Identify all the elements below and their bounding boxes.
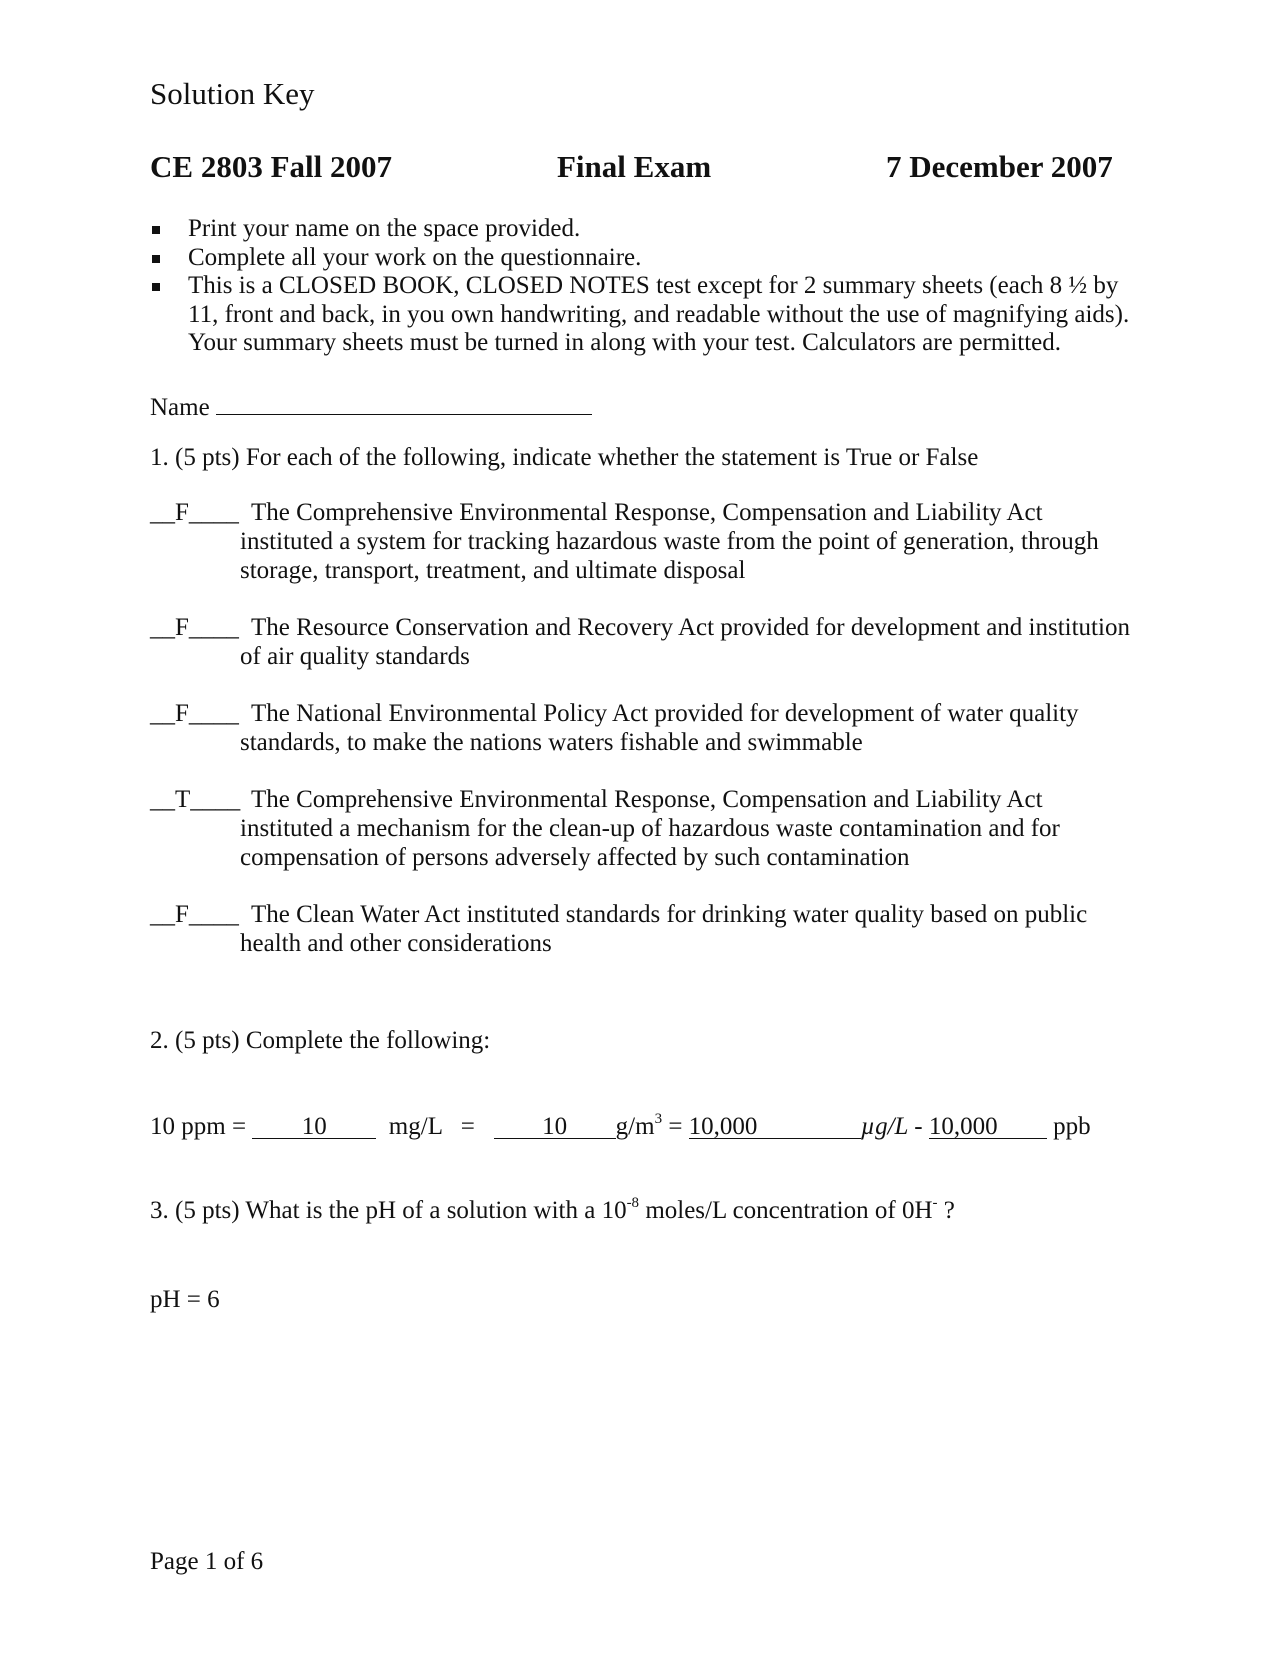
exam-title: Final Exam	[557, 149, 712, 184]
tf-answer: __F____	[150, 700, 239, 727]
tf-answer: __T____	[150, 786, 241, 813]
instructions-list	[150, 215, 1140, 358]
tf-item	[150, 785, 1130, 872]
mg-l-answer: 10	[252, 1116, 376, 1139]
tf-answer: __F____	[150, 901, 239, 928]
tf-statement: The National Environmental Policy Act provided for development of water quality standards, to make the nations waters fishable and swimmable	[240, 700, 1079, 756]
tf-statement: The Clean Water Act instituted standards for drinking water quality based on public health and other considerations	[240, 901, 1088, 957]
concentration-exponent: -8	[626, 1195, 640, 1211]
instruction-item: Print your name on the space provided.	[150, 215, 1140, 244]
tf-statement: The Comprehensive Environmental Response, Compensation and Liability Act instituted a mechanism for the clean-up of hazardous waste contamination and for compensation of persons adversely affected by such contamination	[240, 786, 1060, 871]
tf-answer: __F____	[150, 499, 239, 526]
exam-date: 7 December 2007	[886, 149, 1113, 184]
ppb-answer: 10,000	[929, 1116, 1047, 1139]
hydroxide-charge: -	[932, 1195, 938, 1211]
bullet-icon	[152, 255, 160, 263]
tf-statement: The Comprehensive Environmental Response, Compensation and Liability Act instituted a system for tracking hazardous waste from the point of generation, through storage, transport, treatment, and ultimate disposal	[240, 499, 1099, 584]
bullet-icon	[152, 283, 160, 291]
question-2-prompt: 2. (5 pts) Complete the following:	[150, 1027, 491, 1054]
g-m3-answer: 10	[494, 1116, 616, 1139]
name-field[interactable]	[216, 390, 592, 415]
ph-answer: pH = 6	[150, 1286, 220, 1313]
tf-item	[150, 498, 1130, 585]
question-3-prompt: 3. (5 pts) What is the pH of a solution with a $10^{-8}$ moles/L concentration of 0H- ?	[150, 1195, 955, 1224]
name-label: Name	[150, 394, 210, 421]
ppb-unit: ppb	[1053, 1113, 1091, 1140]
ug-l-answer: 10,000	[689, 1116, 861, 1139]
equals-sign: =	[460, 1113, 475, 1140]
tf-answer: __F____	[150, 614, 239, 641]
tf-statement: The Resource Conservation and Recovery Act provided for development and institution of air quality standards	[240, 614, 1130, 670]
ug-l-unit: µg/L -	[860, 1113, 923, 1140]
tf-item	[150, 699, 1130, 757]
question-1-prompt: 1. (5 pts) For each of the following, indicate whether the statement is True or False	[150, 444, 979, 471]
g-m3-unit: g/m	[615, 1113, 655, 1140]
conversion-lhs: 10 ppm =	[150, 1113, 247, 1140]
instruction-item: Complete all your work on the questionnaire.	[150, 244, 1140, 273]
name-row	[150, 390, 592, 422]
equals-sign-2: =	[668, 1113, 683, 1140]
page-footer: Page 1 of 6	[150, 1548, 264, 1575]
mg-l-unit: mg/L	[388, 1113, 443, 1140]
course-title: CE 2803 Fall 2007	[150, 149, 392, 184]
bullet-icon	[152, 226, 160, 234]
unit-conversion-row	[150, 1113, 1091, 1141]
tf-item	[150, 900, 1130, 958]
instruction-item: This is a CLOSED BOOK, CLOSED NOTES test except for 2 summary sheets (each 8 ½ by 11, front and back, in you own handwriting, and readable without the use of magnifying aids). Your summary sheets must be turned in along with your test. Calculators are permitted.	[150, 272, 1140, 358]
solution-key-label: Solution Key	[150, 76, 315, 111]
g-m3-exponent: 3	[654, 1111, 663, 1127]
tf-item	[150, 613, 1130, 671]
